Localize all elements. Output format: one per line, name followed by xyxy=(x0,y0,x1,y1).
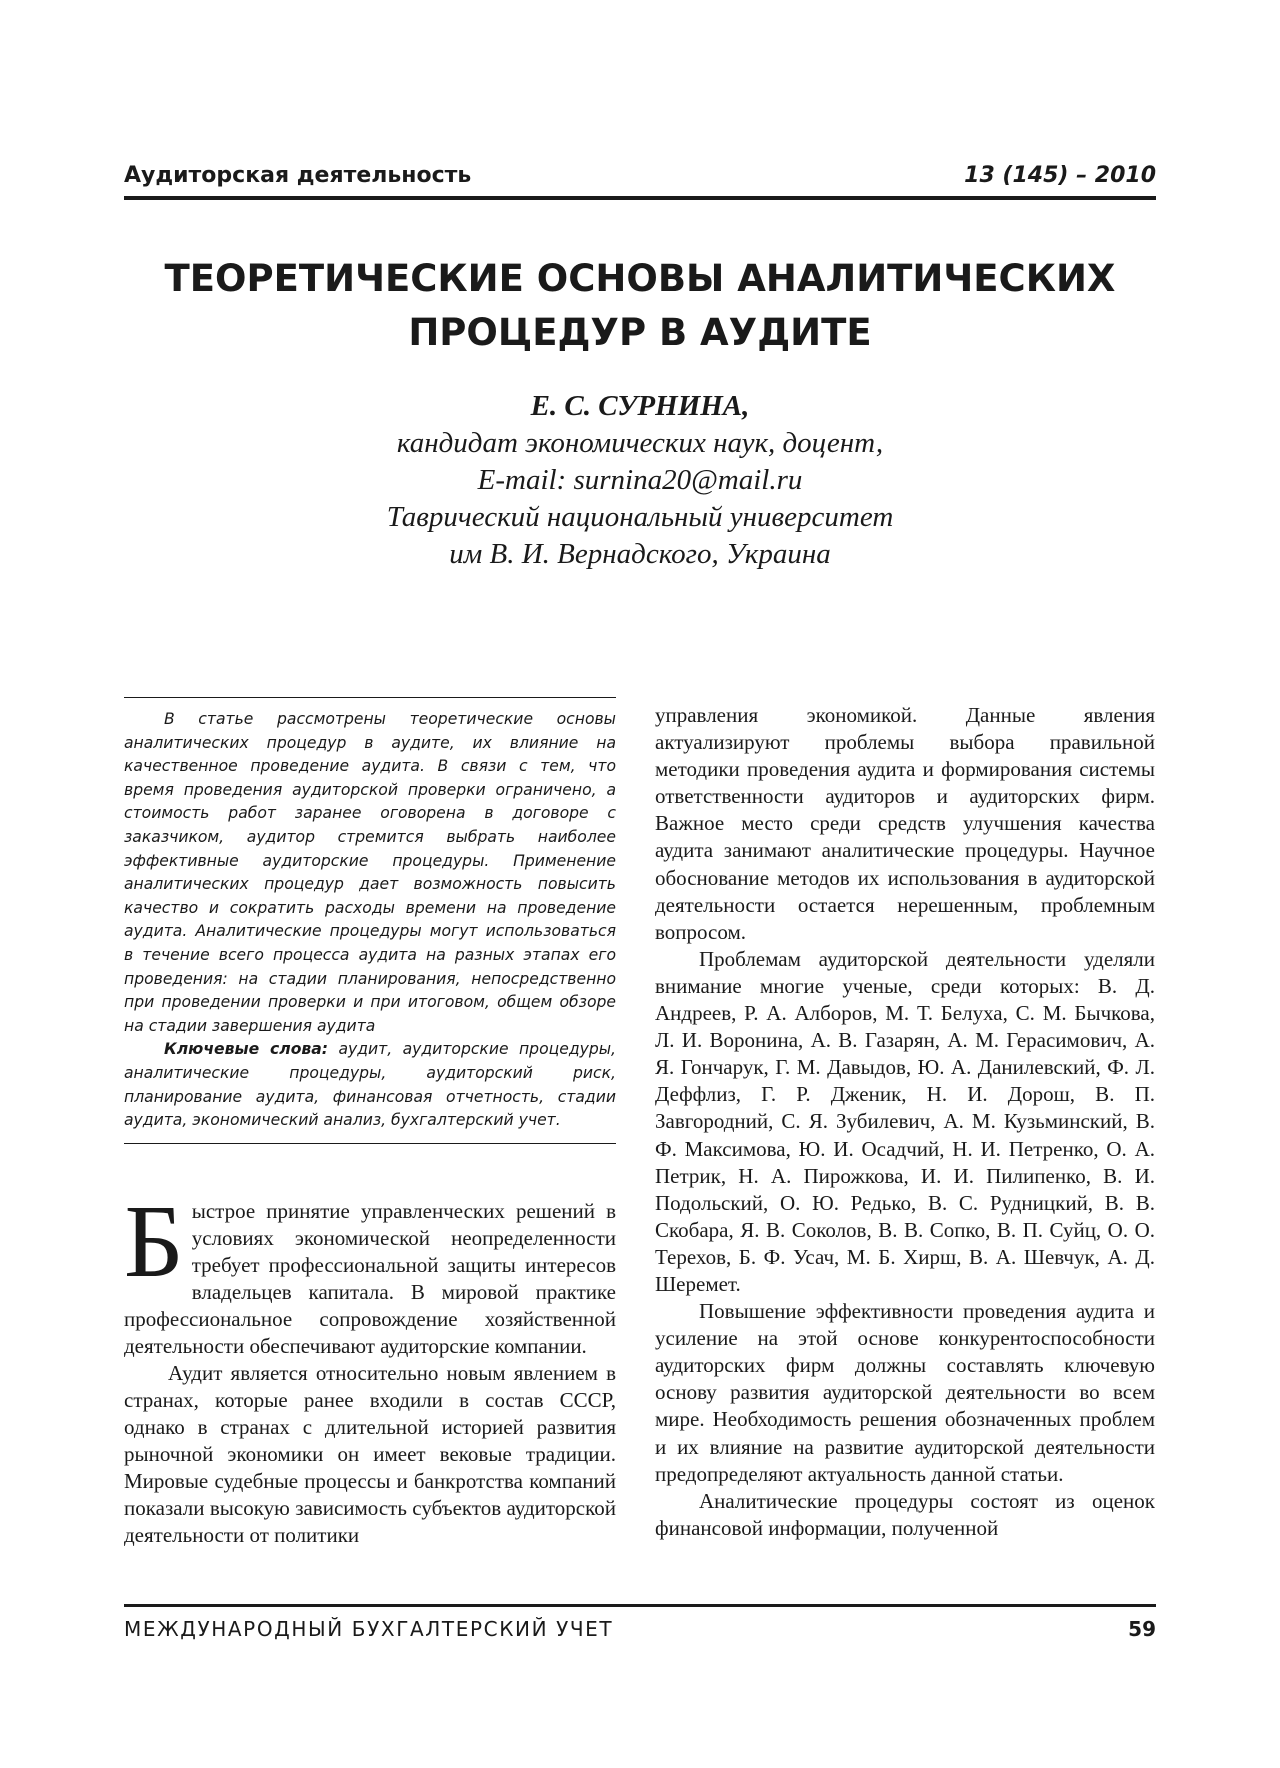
abstract-text: В статье рассмотрены теоретические основы аналитических процедур в аудите, их влияние на качественное проведение аудита. В связи с тем, что время проведения аудиторской проверки ограничено, а стоимость работ заранее оговорена в договоре с заказчиком, аудитор стремится выбрать наиболее эффективные аудиторские процедуры. Применение аналитических процедур дает возможность повысить качество и сократить расходы времени на проведение аудита. Аналитические процедуры могут использоваться в течение всего процесса аудита на разных этапах его проведения: на стадии планирования, непосредственно при проведении проверки и при итоговом, общем обзоре на стадии завершения аудита xyxy=(124,710,616,1035)
author-affiliation-1: Таврический национальный университет xyxy=(386,501,894,533)
running-header xyxy=(124,148,1156,200)
article-title xyxy=(100,252,1180,360)
journal-name: МЕЖДУНАРОДНЫЙ БУХГАЛТЕРСКИЙ УЧЕТ xyxy=(124,1617,614,1641)
running-footer xyxy=(124,1604,1156,1641)
paragraph xyxy=(124,1184,616,1360)
page-number: 59 xyxy=(1128,1617,1156,1641)
author-name: Е. С. СУРНИНА, xyxy=(530,390,750,422)
issue-number: 13 (145) – 2010 xyxy=(964,163,1156,188)
author-degree: кандидат экономических наук, доцент, xyxy=(396,427,884,459)
right-column-body xyxy=(655,702,1155,1542)
left-column-body xyxy=(124,1184,616,1549)
dropcap: Б xyxy=(124,1184,184,1299)
section-title: Аудиторская деятельность xyxy=(124,163,472,188)
abstract xyxy=(124,697,616,1144)
paragraph: Аналитические процедуры состоят из оценок финансовой информации, полученной xyxy=(655,1488,1155,1540)
title-line-1: ТЕОРЕТИЧЕСКИЕ ОСНОВЫ АНАЛИТИЧЕСКИХ xyxy=(164,257,1116,300)
title-line-2: ПРОЦЕДУР В АУДИТЕ xyxy=(408,311,872,354)
paragraph: Повышение эффективности проведения аудита и усиление на этой основе конкурентоспособности аудиторских фирм должны составлять ключевую основу развития аудиторской деятельности во всем мире. Необходимость решения обозначенных проблем и их влияние на развитие аудиторской деятельности предопределяют актуальность данной статьи. xyxy=(655,1299,1155,1486)
keywords-label: Ключевые слова: xyxy=(164,1040,329,1059)
author-affiliation-2: им В. И. Вернадского, Украина xyxy=(449,538,831,570)
keywords xyxy=(124,1038,616,1132)
paragraph: Аудит является относительно новым явлением в странах, которые ранее входили в состав СССР, однако в странах с длительной историей развития рыночной экономики он имеет вековые традиции. Мировые судебные процессы и банкротства компаний показали высокую зависимость субъектов аудиторской деятельности от политики xyxy=(124,1361,616,1547)
keywords-text: аудит, аудиторские процедуры, аналитические процедуры, аудиторский риск, планирование аудита, финансовая отчетность, стадии аудита, экономический анализ, бухгалтерский учет. xyxy=(124,1040,616,1130)
paragraph: Проблемам аудиторской деятельности уделяли внимание многие ученые, среди которых: В. Д. Андреев, Р. А. Алборов, М. Т. Белуха, С. М. Бычкова, Л. И. Воронина, А. В. Газарян, А. М. Герасимович, А. Я. Гончарук, Г. М. Давыдов, Ю. А. Данилевский, Ф. Л. Деффлиз, Г. Р. Дженик, Н. И. Дорош, В. П. Завгородний, С. Я. Зубилевич, А. М. Кузьминский, В. Ф. Максимова, Ю. И. Осадчий, Н. И. Петренко, О. А. Петрик, Н. А. Пирожкова, И. И. Пилипенко, В. И. Подольский, О. Ю. Редько, В. С. Рудницкий, В. В. Скобара, Я. В. Соколов, В. В. Сопко, В. П. Суйц, О. О. Терехов, Б. Ф. Усач, М. Б. Хирш, В. А. Шевчук, А. Д. Шеремет. xyxy=(655,946,1155,1296)
author-block xyxy=(200,388,1080,573)
author-email: E-mail: surnina20@mail.ru xyxy=(477,464,803,496)
paragraph: управления экономикой. Данные явления актуализируют проблемы выбора правильной методики проведения аудита и формирования системы ответственности аудиторов и аудиторских фирм. Важное место среди средств улучшения качества аудита занимают аналитические процедуры. Научное обоснование методов их использования в аудиторской деятельности остается нерешенным, проблемным вопросом. xyxy=(655,703,1155,944)
paragraph-text: ыстрое принятие управленческих решений в условиях экономической неопределенности требует профессиональной защиты интересов владельцев капитала. В мировой практике профессиональное сопровождение хозяйственной деятельности обеспечивают аудиторские компании. xyxy=(124,1199,616,1358)
